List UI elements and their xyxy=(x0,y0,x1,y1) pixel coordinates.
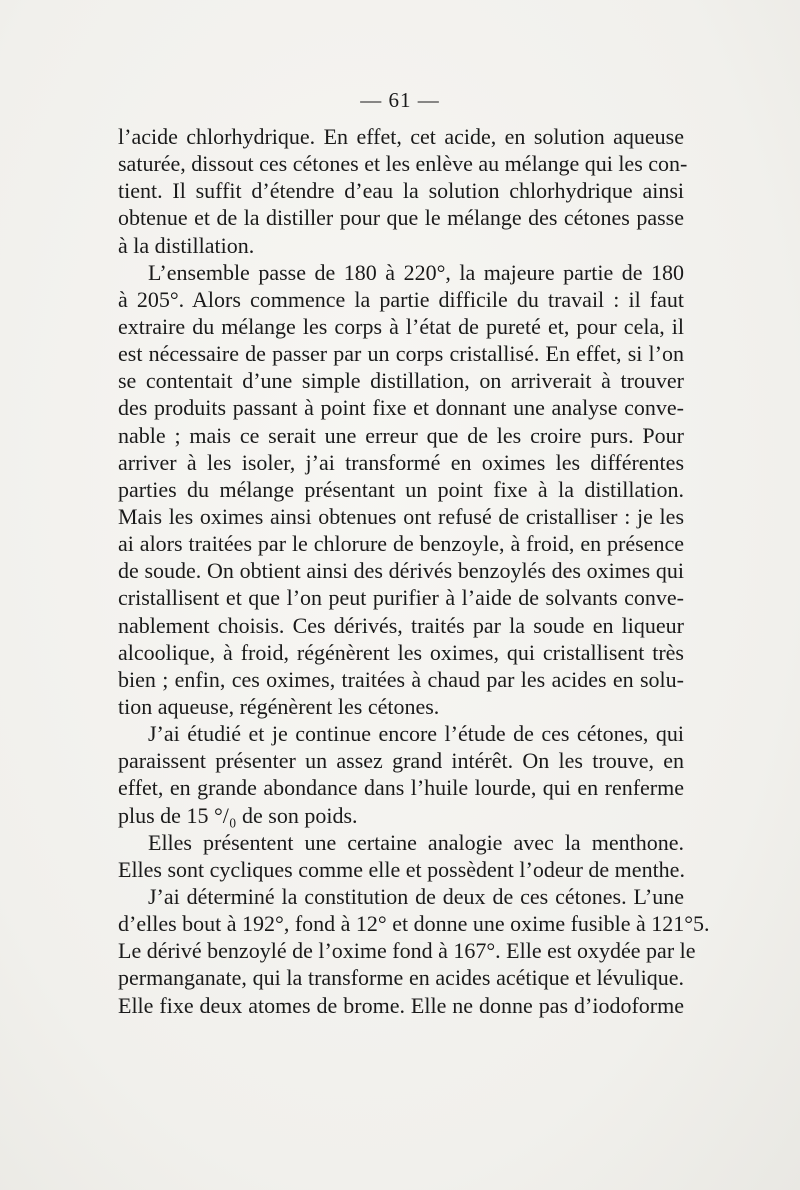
text-line: des produits passant à point fixe et donnant une analyse conve- xyxy=(118,395,684,421)
text-line: Le dérivé benzoylé de l’oxime fond à 167°. Elle est oxydée par le xyxy=(118,938,696,964)
text-line: effet, en grande abondance dans l’huile lourde, qui en renferme xyxy=(118,775,684,801)
text-line: Mais les oximes ainsi obtenues ont refusé de cristalliser : je les xyxy=(118,503,684,529)
text-line: à la distillation. xyxy=(118,232,255,258)
text-line: plus de 15 °/₀ de son poids. xyxy=(118,802,358,828)
page-number: — 61 — xyxy=(360,88,440,112)
text-line: parties du mélange présentant un point fixe à la distillation. xyxy=(118,476,684,502)
text-line: Elles présentent une certaine analogie avec la menthone. xyxy=(148,829,684,855)
text-line: alcoolique, à froid, régénèrent les oximes, qui cristallisent très xyxy=(118,639,684,665)
text-line: paraissent présenter un assez grand intérêt. On les trouve, en xyxy=(118,748,684,774)
text-line: bien ; enfin, ces oximes, traitées à chaud par les acides en solu- xyxy=(118,666,684,692)
text-line: nable ; mais ce serait une erreur que de les croire purs. Pour xyxy=(118,422,684,448)
text-line: d’elles bout à 192°, fond à 12° et donne une oxime fusible à 121°5. xyxy=(118,911,710,937)
text-line: permanganate, qui la transforme en acides acétique et lévulique. xyxy=(118,965,684,991)
text-line: J’ai déterminé la constitution de deux de ces cétones. L’une xyxy=(148,883,684,909)
text-line: se contentait d’une simple distillation, on arriverait à trouver xyxy=(118,368,684,394)
text-line: nablement choisis. Ces dérivés, traités par la soude en liqueur xyxy=(118,612,684,638)
text-line: de soude. On obtient ainsi des dérivés benzoylés des oximes qui xyxy=(118,558,684,584)
body-text xyxy=(118,123,710,1019)
text-line: Elles sont cycliques comme elle et possèdent l’odeur de menthe. xyxy=(118,856,685,882)
text-line: L’ensemble passe de 180 à 220°, la majeure partie de 180 xyxy=(148,259,684,285)
text-line: saturée, dissout ces cétones et les enlève au mélange qui les con- xyxy=(118,151,688,177)
text-line: tient. Il suffit d’étendre d’eau la solution chlorhydrique ainsi xyxy=(118,178,684,204)
text-line: obtenue et de la distiller pour que le mélange des cétones passe xyxy=(118,205,684,231)
text-line: l’acide chlorhydrique. En effet, cet acide, en solution aqueuse xyxy=(118,124,684,149)
text-line: Elle fixe deux atomes de brome. Elle ne donne pas d’iodoforme xyxy=(118,992,684,1018)
text-line: ai alors traitées par le chlorure de benzoyle, à froid, en présence xyxy=(118,531,684,557)
text-line: cristallisent et que l’on peut purifier à l’aide de solvants conve- xyxy=(118,585,684,611)
text-line: extraire du mélange les corps à l’état de pureté et, pour cela, il xyxy=(118,313,684,339)
text-line: arriver à les isoler, j’ai transformé en oximes les différentes xyxy=(118,449,684,475)
text-line: à 205°. Alors commence la partie difficile du travail : il faut xyxy=(118,286,684,312)
text-line: tion aqueuse, régénèrent les cétones. xyxy=(118,693,440,719)
text-line: est nécessaire de passer par un corps cristallisé. En effet, si l’on xyxy=(118,341,684,367)
text-line: J’ai étudié et je continue encore l’étude de ces cétones, qui xyxy=(148,721,684,747)
